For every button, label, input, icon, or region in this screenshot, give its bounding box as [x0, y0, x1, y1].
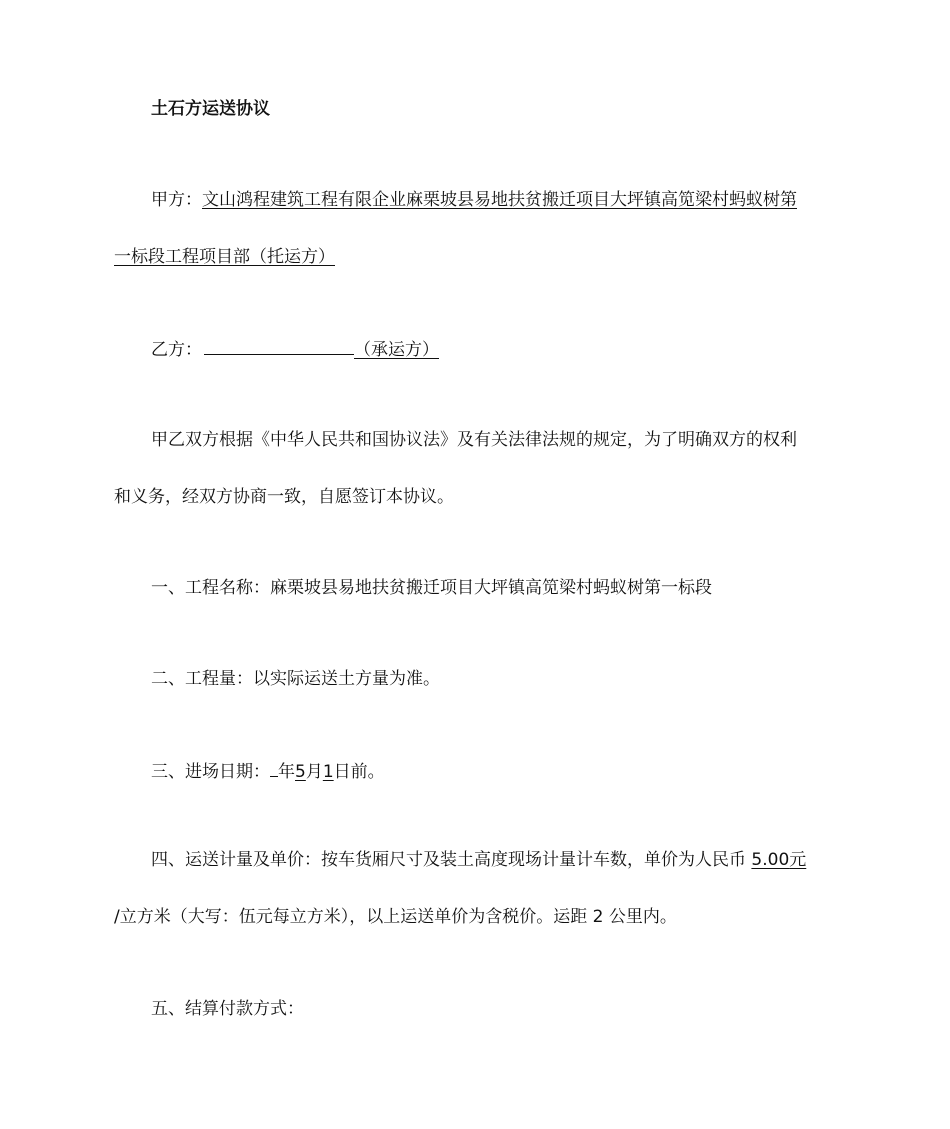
preamble-line2: 和义务，经双方协商一致，自愿签订本协议。 [114, 487, 454, 507]
clause-4-prefix: 四、运送计量及单价：按车货厢尺寸及装土高度现场计量计车数，单价为人民币 [151, 850, 746, 870]
party-a-label: 甲方： [151, 190, 202, 210]
clause-3-prefix: 三、进场日期： [151, 762, 270, 782]
clause-2: 二、工程量：以实际运送土方量为准。 [151, 669, 440, 689]
clause-4-price: 5.00 [751, 850, 790, 870]
clause-3-day-suffix: 日前。 [333, 762, 385, 782]
clause-3 [151, 760, 385, 783]
party-b-role: （承运方） [354, 340, 439, 360]
preamble-line1: 甲乙双方根据《中华人民共和国协议法》及有关法律法规的规定，为了明确双方的权利 [151, 430, 797, 450]
party-a-line2 [114, 246, 335, 268]
clause-4-currency-unit: 元 [789, 850, 807, 870]
document-title: 土石方运送协议 [151, 99, 270, 119]
party-b-blank [204, 338, 354, 355]
party-b-line [151, 338, 439, 361]
clause-3-year-suffix: 年 [278, 762, 295, 782]
clause-3-month-suffix: 月 [305, 762, 323, 782]
party-a-value-line1: 文山鸿程建筑工程有限企业麻栗坡县易地扶贫搬迁项目大坪镇高笕梁村蚂蚁树第 [202, 190, 797, 210]
clause-1: 一、工程名称：麻栗坡县易地扶贫搬迁项目大坪镇高笕梁村蚂蚁树第一标段 [151, 578, 712, 598]
clause-4-line1 [151, 849, 806, 871]
party-b-label: 乙方： [151, 340, 202, 360]
party-a-value-line2: 一标段工程项目部（托运方） [114, 247, 335, 267]
clause-3-year-blank [270, 760, 278, 777]
party-a-line1 [151, 189, 797, 211]
clause-4-line2: /立方米（大写：伍元每立方米），以上运送单价为含税价。运距 2 公里内。 [114, 907, 677, 927]
clause-5: 五、结算付款方式： [151, 999, 304, 1019]
clause-3-month: 5 [295, 762, 306, 782]
clause-3-day: 1 [322, 762, 334, 782]
